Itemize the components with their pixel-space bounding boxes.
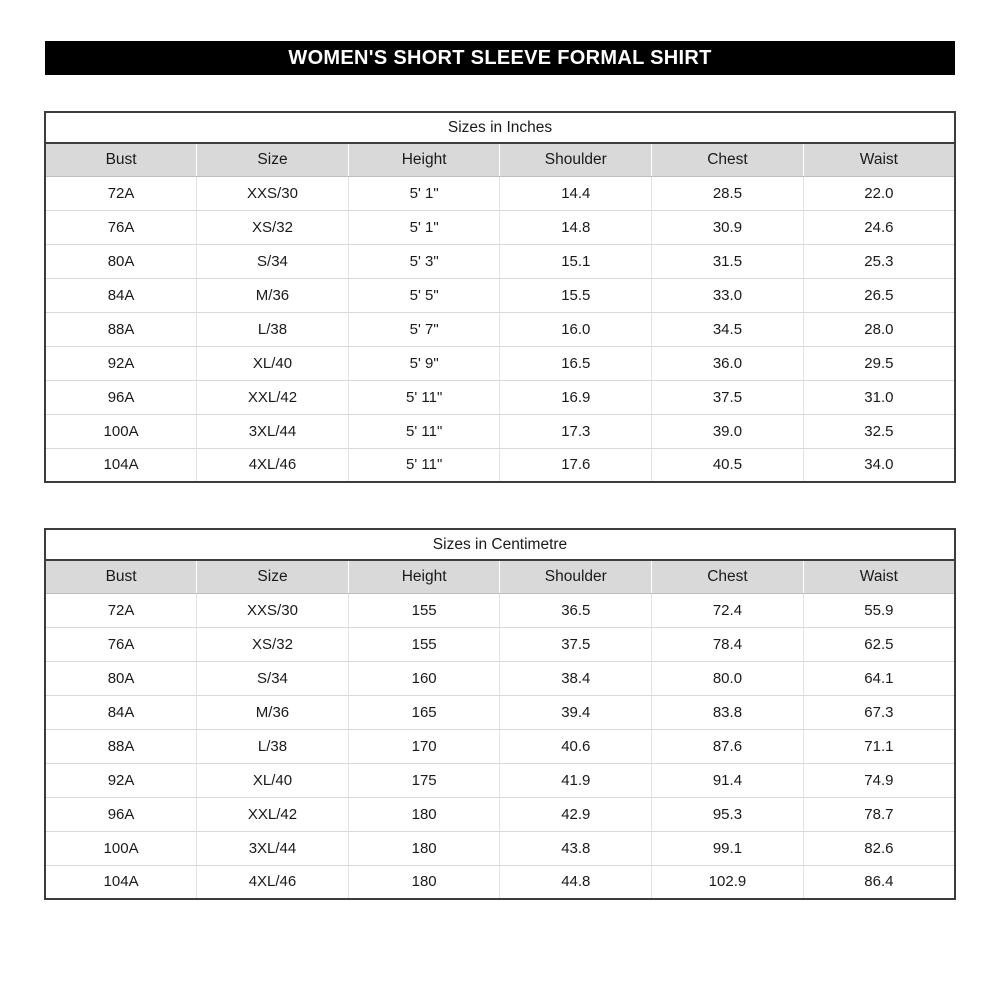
table-row — [45, 729, 955, 763]
table-cell: 28.0 — [803, 312, 955, 346]
table-cell: 5' 1" — [348, 176, 500, 210]
table-cell: 3XL/44 — [197, 831, 349, 865]
table-cell: 36.5 — [500, 593, 652, 627]
table-cell: 104A — [45, 865, 197, 899]
column-header: Height — [348, 143, 500, 176]
table-title-row — [45, 529, 955, 560]
table-cell: 34.5 — [652, 312, 804, 346]
table-cell: 84A — [45, 278, 197, 312]
table-cell: 72.4 — [652, 593, 804, 627]
table-cell: 175 — [348, 763, 500, 797]
table-cell: XXS/30 — [197, 593, 349, 627]
table-cell: 31.5 — [652, 244, 804, 278]
table-cell: 16.0 — [500, 312, 652, 346]
table-cell: 71.1 — [803, 729, 955, 763]
table-cell: 74.9 — [803, 763, 955, 797]
table-cell: 5' 3" — [348, 244, 500, 278]
table-cell: 87.6 — [652, 729, 804, 763]
table-cell: 5' 9" — [348, 346, 500, 380]
table-cell: 92A — [45, 346, 197, 380]
table-cell: 55.9 — [803, 593, 955, 627]
table-cell: 100A — [45, 831, 197, 865]
column-header: Bust — [45, 560, 197, 593]
table-cell: 40.6 — [500, 729, 652, 763]
table-cell: XL/40 — [197, 763, 349, 797]
page-title: WOMEN'S SHORT SLEEVE FORMAL SHIRT — [45, 41, 955, 75]
table-cell: 78.4 — [652, 627, 804, 661]
table-cell: 72A — [45, 176, 197, 210]
table-cell: 78.7 — [803, 797, 955, 831]
table-cell: 4XL/46 — [197, 448, 349, 482]
table-cell: 82.6 — [803, 831, 955, 865]
table-cell: 72A — [45, 593, 197, 627]
table-cell: 76A — [45, 210, 197, 244]
table-title-row — [45, 112, 955, 143]
table-cell: 5' 11" — [348, 448, 500, 482]
table-cell: M/36 — [197, 695, 349, 729]
table-row — [45, 346, 955, 380]
table-cell: 14.4 — [500, 176, 652, 210]
table-cell: 83.8 — [652, 695, 804, 729]
table-cell: 5' 11" — [348, 380, 500, 414]
table-cell: 100A — [45, 414, 197, 448]
column-header: Height — [348, 560, 500, 593]
table-cell: 39.0 — [652, 414, 804, 448]
table-cell: S/34 — [197, 661, 349, 695]
table-cell: XS/32 — [197, 210, 349, 244]
table-cell: 16.5 — [500, 346, 652, 380]
table-cell: 99.1 — [652, 831, 804, 865]
column-header: Waist — [803, 143, 955, 176]
table-row — [45, 176, 955, 210]
table-row — [45, 797, 955, 831]
table-cell: 62.5 — [803, 627, 955, 661]
column-header: Waist — [803, 560, 955, 593]
table-cell: 160 — [348, 661, 500, 695]
table-cell: 15.1 — [500, 244, 652, 278]
table-cell: 88A — [45, 729, 197, 763]
table-cell: XS/32 — [197, 627, 349, 661]
table-cell: 84A — [45, 695, 197, 729]
column-header: Shoulder — [500, 143, 652, 176]
table-cell: 15.5 — [500, 278, 652, 312]
table-cell: 104A — [45, 448, 197, 482]
table-cell: 5' 5" — [348, 278, 500, 312]
table-row — [45, 695, 955, 729]
table-title: Sizes in Centimetre — [45, 529, 955, 560]
centimetre-size-table — [44, 528, 956, 900]
table-cell: 3XL/44 — [197, 414, 349, 448]
table-cell: 36.0 — [652, 346, 804, 380]
table-body — [45, 176, 955, 482]
table-cell: M/36 — [197, 278, 349, 312]
table-cell: 17.6 — [500, 448, 652, 482]
table-cell: 41.9 — [500, 763, 652, 797]
table-row — [45, 414, 955, 448]
table-cell: 14.8 — [500, 210, 652, 244]
table-cell: 170 — [348, 729, 500, 763]
table-cell: 34.0 — [803, 448, 955, 482]
table-cell: 165 — [348, 695, 500, 729]
table-cell: 37.5 — [500, 627, 652, 661]
column-header: Size — [197, 143, 349, 176]
table-cell: 4XL/46 — [197, 865, 349, 899]
table-cell: XXL/42 — [197, 380, 349, 414]
table-cell: 5' 11" — [348, 414, 500, 448]
table-cell: XL/40 — [197, 346, 349, 380]
table-cell: 30.9 — [652, 210, 804, 244]
table-cell: 37.5 — [652, 380, 804, 414]
table-row — [45, 278, 955, 312]
table-cell: 80A — [45, 661, 197, 695]
table-cell: 38.4 — [500, 661, 652, 695]
table-cell: 16.9 — [500, 380, 652, 414]
table-cell: 67.3 — [803, 695, 955, 729]
table-cell: 91.4 — [652, 763, 804, 797]
table-row — [45, 448, 955, 482]
table-cell: 5' 7" — [348, 312, 500, 346]
table-cell: 76A — [45, 627, 197, 661]
table-header-row — [45, 560, 955, 593]
table-row — [45, 312, 955, 346]
table-cell: 86.4 — [803, 865, 955, 899]
inches-size-table — [44, 111, 956, 483]
table-cell: 5' 1" — [348, 210, 500, 244]
table-row — [45, 380, 955, 414]
table-cell: 95.3 — [652, 797, 804, 831]
table-cell: 180 — [348, 831, 500, 865]
column-header: Shoulder — [500, 560, 652, 593]
table-cell: XXS/30 — [197, 176, 349, 210]
table-row — [45, 627, 955, 661]
table-cell: 180 — [348, 865, 500, 899]
table-cell: 39.4 — [500, 695, 652, 729]
table-row — [45, 865, 955, 899]
table-row — [45, 210, 955, 244]
table-cell: 155 — [348, 593, 500, 627]
table-row — [45, 593, 955, 627]
table-title: Sizes in Inches — [45, 112, 955, 143]
table-row — [45, 831, 955, 865]
table-cell: 42.9 — [500, 797, 652, 831]
table-row — [45, 244, 955, 278]
table-cell: 24.6 — [803, 210, 955, 244]
table-cell: 26.5 — [803, 278, 955, 312]
table-cell: 64.1 — [803, 661, 955, 695]
table-cell: 40.5 — [652, 448, 804, 482]
table-header-row — [45, 143, 955, 176]
table-cell: 92A — [45, 763, 197, 797]
table-body — [45, 593, 955, 899]
table-cell: 96A — [45, 797, 197, 831]
table-cell: 44.8 — [500, 865, 652, 899]
table-cell: L/38 — [197, 312, 349, 346]
table-cell: 17.3 — [500, 414, 652, 448]
table-cell: XXL/42 — [197, 797, 349, 831]
table-cell: 102.9 — [652, 865, 804, 899]
table-cell: 22.0 — [803, 176, 955, 210]
column-header: Size — [197, 560, 349, 593]
table-cell: 43.8 — [500, 831, 652, 865]
table-cell: 80A — [45, 244, 197, 278]
table-cell: 33.0 — [652, 278, 804, 312]
table-cell: 80.0 — [652, 661, 804, 695]
table-cell: 96A — [45, 380, 197, 414]
column-header: Chest — [652, 143, 804, 176]
table-cell: L/38 — [197, 729, 349, 763]
table-cell: S/34 — [197, 244, 349, 278]
table-cell: 155 — [348, 627, 500, 661]
table-cell: 180 — [348, 797, 500, 831]
table-cell: 88A — [45, 312, 197, 346]
column-header: Bust — [45, 143, 197, 176]
table-row — [45, 763, 955, 797]
table-cell: 29.5 — [803, 346, 955, 380]
table-cell: 25.3 — [803, 244, 955, 278]
table-cell: 32.5 — [803, 414, 955, 448]
table-cell: 28.5 — [652, 176, 804, 210]
column-header: Chest — [652, 560, 804, 593]
table-row — [45, 661, 955, 695]
table-cell: 31.0 — [803, 380, 955, 414]
